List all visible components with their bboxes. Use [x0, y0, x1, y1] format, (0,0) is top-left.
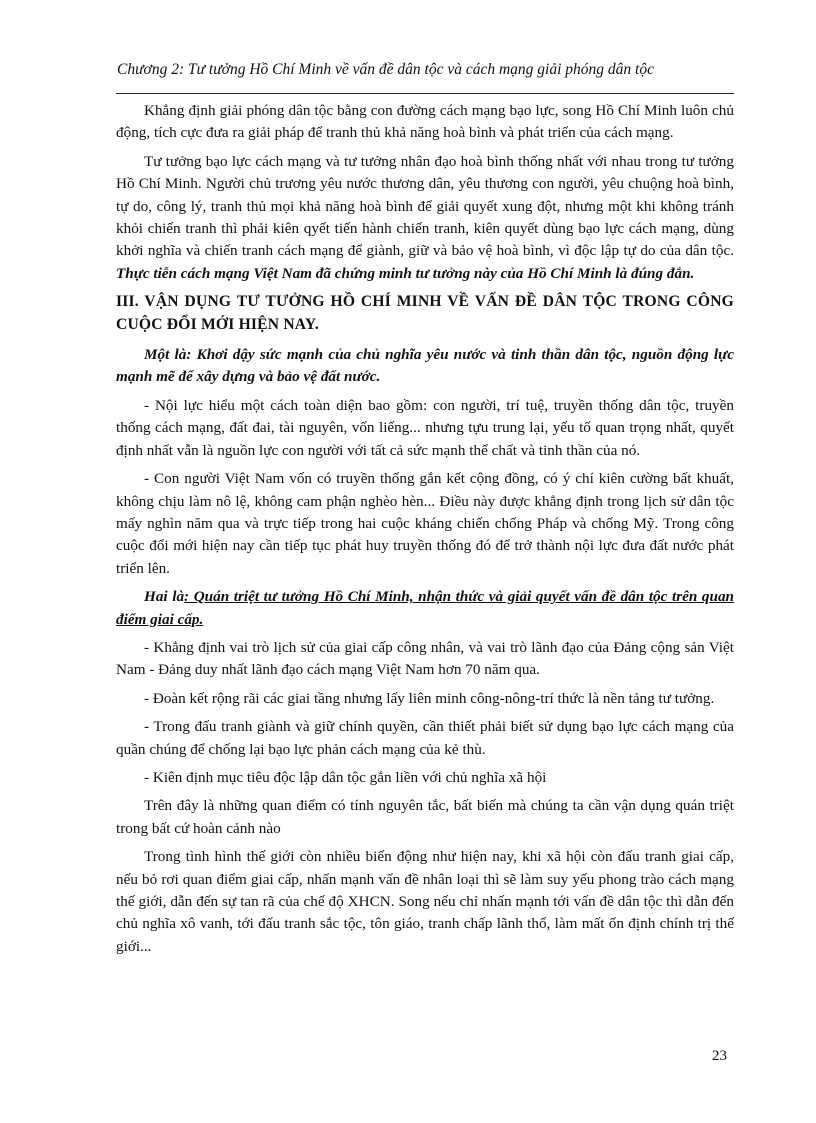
paragraph: - Con người Việt Nam vốn có truyền thống gắn kết cộng đồng, có ý chí kiên cường bất khuất, không chịu làm nô lệ, không cam phận nghèo hèn... Điều này được khẳng định trong lịch sử dân tộc mấy nghìn năm qua và trực tiếp trong hai cuộc kháng chiến chống Pháp và chống Mỹ. Trong công cuộc đổi mới hiện nay cần tiếp tục phát huy truyền thống đó để trở thành nội lực đưa đất nước phát triển lên.	[116, 470, 734, 577]
header-divider	[116, 93, 734, 94]
document-body	[116, 100, 734, 964]
point-two-label: Hai là	[144, 588, 185, 606]
point-two-title	[116, 586, 734, 631]
paragraph: Khẳng định giải phóng dân tộc bằng con đường cách mạng bạo lực, song Hồ Chí Minh luôn chủ động, tích cực đưa ra giải pháp để tranh thủ khả năng hoà bình và phát triển của cách mạng.	[116, 102, 734, 142]
paragraph: - Khẳng định vai trò lịch sử của giai cấp công nhân, và vai trò lãnh đạo của Đảng cộng sản Việt Nam - Đảng duy nhất lãnh đạo cách mạng Việt Nam hơn 70 năm qua.	[116, 638, 734, 679]
page-number: 23	[712, 1048, 727, 1064]
paragraph-text: Tư tưởng bạo lực cách mạng và tư tưởng nhân đạo hoà bình thống nhất với nhau trong tư tưởng Hồ Chí Minh. Người chủ trương yêu nước thương dân, yêu thương con người, yêu chuộng hoà bình, tự do, công lý, tranh thủ mọi khả năng hoà bình để giải quyết xung đột, nhưng một khi không tránh khỏi chiến tranh thì phải kiên qyết tiến hành chiến tranh, kiên quyết dùng bạo lực cách mạng, dùng khởi nghĩa và chiến tranh cách mạng để giành, giữ và bảo vệ hoà bình, vì độc lập tự do của dân tộc.	[116, 152, 734, 260]
emphasis-text: Thực tiễn cách mạng Việt Nam đã chứng minh tư tưởng này của Hồ Chí Minh là đúng đắn.	[116, 264, 695, 282]
section-heading: III. VẬN DỤNG TƯ TƯỞNG HỒ CHÍ MINH VỀ VẤN ĐỀ DÂN TỘC TRONG CÔNG CUỘC ĐỔI MỚI HIỆN NAY.	[116, 293, 734, 333]
paragraph: Trên đây là những quan điểm có tính nguyên tắc, bất biến mà chúng ta cần vận dụng quán triệt trong bất cứ hoàn cảnh nào	[116, 797, 734, 837]
paragraph: - Đoàn kết rộng rãi các giai tầng nhưng lấy liên minh công-nông-trí thức là nền tảng tư tưởng.	[144, 689, 715, 707]
paragraph: - Nội lực hiểu một cách toàn diện bao gồm: con người, trí tuệ, truyền thống dân tộc, truyền thống cách mạng, đất đai, tài nguyên, vốn liếng... nhưng tựu trung lại, yếu tố quan trọng nhất, quyết định nhất vẫn là nguồn lực con người với tất cả sức mạnh thể chất và tinh thần của nó.	[116, 396, 734, 459]
paragraph	[116, 151, 734, 285]
point-two-rest: : Quán triệt tư tưởng Hồ Chí Minh, nhận thức và giải quyết vấn đề dân tộc trên quan điểm giai cấp.	[116, 588, 734, 628]
running-header: Chương 2: Tư tưởng Hồ Chí Minh về vấn đề dân tộc và cách mạng giải phóng dân tộc	[117, 61, 654, 78]
point-one-title: Một là: Khơi dậy sức mạnh của chủ nghĩa yêu nước và tinh thần dân tộc, nguồn động lực mạnh mẽ để xây dựng và bảo vệ đất nước.	[116, 346, 734, 386]
paragraph: - Kiên định mục tiêu độc lập dân tộc gắn liền với chủ nghĩa xã hội	[144, 768, 547, 786]
paragraph: Trong tình hình thế giới còn nhiều biến động như hiện nay, khi xã hội còn đấu tranh giai cấp, nếu bỏ rơi quan điểm giai cấp, nhấn mạnh vấn đề nhân loại thì sẽ làm suy yếu phong trào cách mạng thế giới, dẫn đến sự tan rã của chế độ XHCN. Song nếu chỉ nhấn mạnh tới vấn đề dân tộc thì dẫn đến chủ nghĩa xô vanh, tới đấu tranh sắc tộc, tôn giáo, tranh chấp lãnh thổ, làm mất ổn định chính trị thế giới...	[116, 848, 734, 955]
paragraph: - Trong đấu tranh giành và giữ chính quyền, cần thiết phải biết sử dụng bạo lực cách mạng của quần chúng để chống lại bạo lực phản cách mạng của kẻ thù.	[116, 718, 734, 758]
